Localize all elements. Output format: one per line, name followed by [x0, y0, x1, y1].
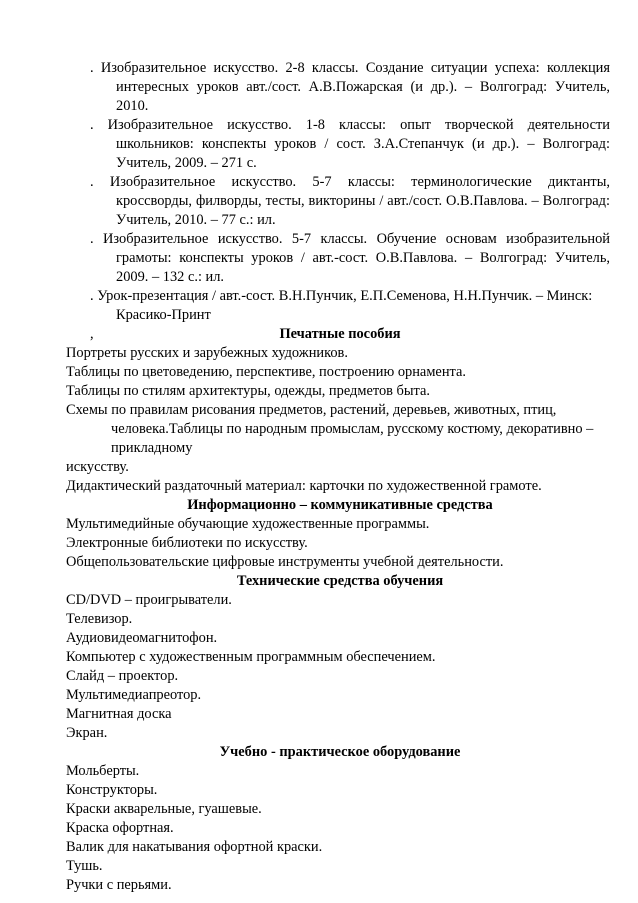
- document-content: [66, 325, 614, 895]
- list-item: CD/DVD – проигрыватели.: [66, 592, 232, 608]
- list-item: Таблицы по цветоведению, перспективе, построению орнамента.: [66, 364, 466, 380]
- list-item: Аудиовидеомагнитофон.: [66, 630, 218, 646]
- list-item: Портреты русских и зарубежных художников.: [66, 345, 348, 361]
- bibliography-item: . Изобразительное искусство. 5-7 классы: терминологические диктанты, кроссворды, филворды, тесты, викторины / авт./сост. О.В.Павлова. – Волгоград: Учитель, 2010. – 77 с.: ил.: [90, 174, 610, 228]
- bibliography-trailing-comma: ,: [90, 326, 94, 342]
- list-item: Мультимедийные обучающие художественные программы.: [66, 516, 430, 532]
- section-heading-ict: Информационно – коммуникативные средства: [187, 497, 493, 513]
- list-item: Краски акварельные, гуашевые.: [66, 801, 262, 817]
- list-item: Краска офортная.: [66, 820, 174, 836]
- list-item: Общепользовательские цифровые инструменты учебной деятельности.: [66, 554, 504, 570]
- list-item: Схемы по правилам рисования предметов, растений, деревьев, животных, птиц, человека.Таблицы по народным промыслам, русскому костюму, декоративно – прикладному: [66, 402, 594, 456]
- section-heading-technical: Технические средства обучения: [236, 573, 444, 589]
- list-item: Слайд – проектор.: [66, 668, 179, 684]
- list-item: Телевизор.: [66, 611, 133, 627]
- bibliography-item: . Изобразительное искусство. 2-8 классы. Создание ситуации успеха: коллекция интересных уроков авт./сост. А.В.Пожарская (и др.). – Волгоград: Учитель, 2010.: [90, 60, 610, 114]
- list-item: Ручки с перьями.: [66, 877, 172, 893]
- list-item: Дидактический раздаточный материал: карточки по художественной грамоте.: [66, 478, 542, 494]
- list-item: Компьютер с художественным программным обеспечением.: [66, 649, 436, 665]
- list-item: Таблицы по стилям архитектуры, одежды, предметов быта.: [66, 383, 430, 399]
- list-item: Электронные библиотеки по искусству.: [66, 535, 308, 551]
- list-item: Мультимедиапреотор.: [66, 687, 202, 703]
- list-item: Валик для накатывания офортной краски.: [66, 839, 323, 855]
- list-item: Мольберты.: [66, 763, 140, 779]
- bibliography-item: . Урок-презентация / авт.-сост. В.Н.Пунчик, Е.П.Семенова, Н.Н.Пунчик. – Минск: Красико-Принт: [90, 288, 593, 323]
- section-heading-printed: Печатные пособия: [279, 326, 401, 342]
- list-item: Магнитная доска: [66, 706, 172, 722]
- list-item: Тушь.: [66, 858, 103, 874]
- bibliography-list: [90, 59, 610, 344]
- bibliography-item: . Изобразительное искусство. 5-7 классы. Обучение основам изобразительной грамоты: конспекты уроков / авт.-сост. О.В.Павлова. – Волгоград: Учитель, 2009. – 132 с.: ил.: [90, 231, 610, 285]
- list-item: искусству.: [66, 459, 129, 475]
- section-heading-equipment: Учебно - практическое оборудование: [219, 744, 461, 760]
- bibliography-item: . Изобразительное искусство. 1-8 классы: опыт творческой деятельности школьников: конспекты уроков / сост. З.А.Степанчук (и др.). – Волгоград: Учитель, 2009. – 271 с.: [90, 117, 610, 171]
- list-item: Экран.: [66, 725, 108, 741]
- list-item: Конструкторы.: [66, 782, 158, 798]
